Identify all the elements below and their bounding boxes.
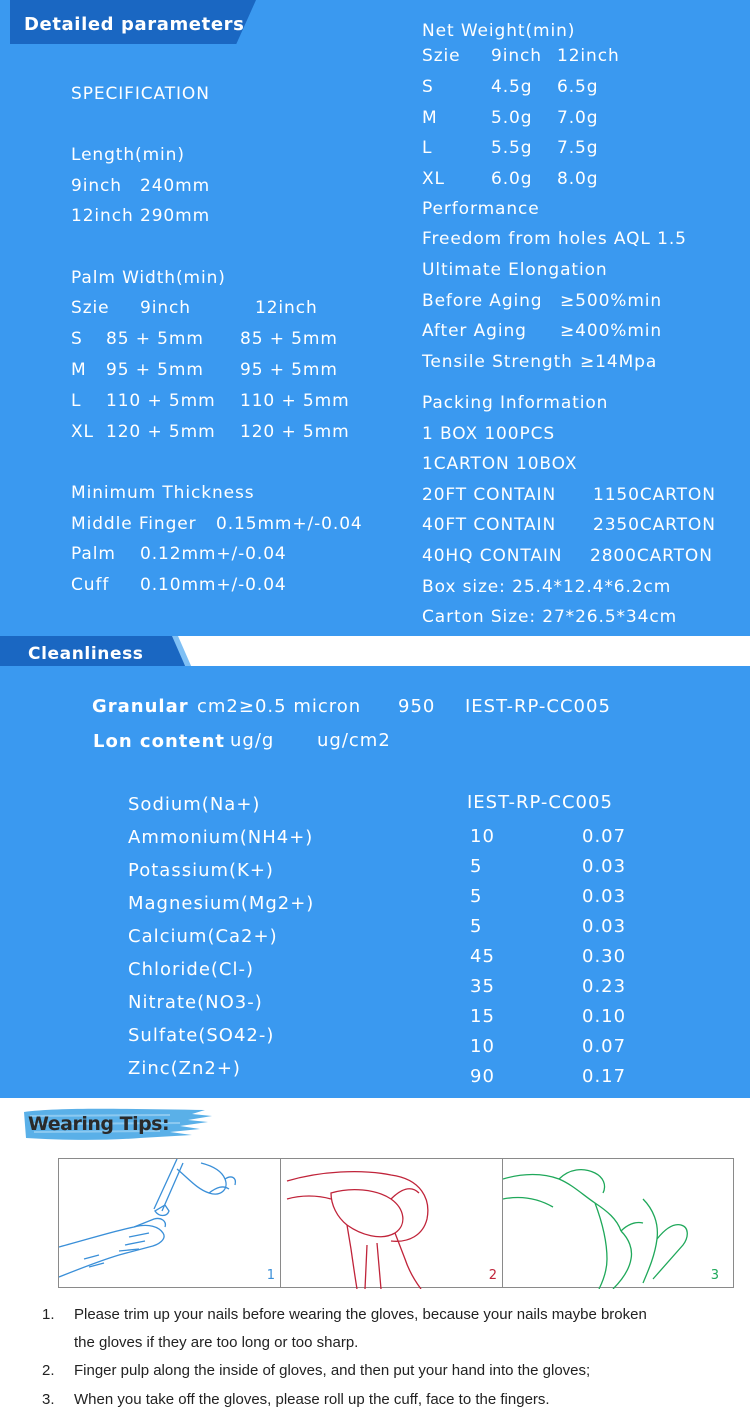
ultimate-elongation: Ultimate Elongation — [422, 260, 608, 280]
palm-width-value: 110 + 5mm — [106, 391, 216, 411]
net-weight-value: 6.5g — [557, 77, 599, 97]
ion-unit: ug/cm2 — [317, 730, 391, 751]
net-weight-size: L — [422, 138, 433, 158]
ion-name: Calcium(Ca2+) — [128, 926, 278, 947]
tip-illustration-trim-nails — [58, 1158, 290, 1288]
palm-width-value: 95 + 5mm — [106, 360, 204, 380]
ion-unit: ug/g — [230, 730, 275, 751]
thickness-part: Cuff — [71, 575, 110, 595]
ion-name: Sulfate(SO42-) — [128, 1025, 275, 1046]
cleanliness-section — [0, 666, 750, 1098]
ion-value-ugg: 35 — [470, 976, 495, 997]
detailed-parameters-section — [0, 0, 750, 636]
packing-label: Packing Information — [422, 393, 609, 413]
ion-content-label: Lon content — [93, 731, 225, 752]
wearing-tips-title: Wearing Tips: — [28, 1113, 170, 1135]
net-weight-size: S — [422, 77, 434, 97]
freedom-from-holes: Freedom from holes AQL 1.5 — [422, 229, 687, 249]
net-weight-value: 8.0g — [557, 169, 599, 189]
palm-width-value: 85 + 5mm — [240, 329, 338, 349]
ion-value-ugcm2: 0.23 — [582, 976, 627, 997]
tip-text: When you take off the gloves, please roll up the cuff, face to the fingers. — [74, 1391, 550, 1408]
ion-value-ugg: 5 — [470, 916, 483, 937]
ion-name: Magnesium(Mg2+) — [128, 893, 315, 914]
palm-width-header: 9inch — [140, 298, 191, 318]
thickness-part: Palm — [71, 544, 116, 564]
carton-size: Carton Size: 27*26.5*34cm — [422, 607, 678, 627]
before-aging-value: ≥500%min — [560, 291, 663, 311]
ion-value-ugcm2: 0.10 — [582, 1006, 627, 1027]
container-value: 1150CARTON — [593, 485, 716, 505]
nail-clipper-icon — [59, 1159, 291, 1289]
ion-value-ugg: 10 — [470, 1036, 495, 1057]
tensile-strength-value: ≥14Mpa — [580, 352, 658, 372]
panel-number: 2 — [488, 1268, 497, 1283]
ion-value-ugg: 45 — [470, 946, 495, 967]
palm-width-value: 120 + 5mm — [106, 422, 216, 442]
ion-value-ugcm2: 0.03 — [582, 886, 627, 907]
palm-width-size: M — [71, 360, 87, 380]
ion-name: Potassium(K+) — [128, 860, 274, 881]
performance-label: Performance — [422, 199, 540, 219]
thickness-value: 0.15mm+/-0.04 — [216, 514, 363, 534]
tip-number: 2. — [42, 1362, 55, 1379]
container-type: 20FT CONTAIN — [422, 485, 557, 505]
net-weight-value: 7.0g — [557, 108, 599, 128]
length-label: Length(min) — [71, 145, 185, 165]
net-weight-value: 5.5g — [491, 138, 533, 158]
ion-name: Nitrate(NO3-) — [128, 992, 263, 1013]
ion-value-ugcm2: 0.07 — [582, 826, 627, 847]
thickness-part: Middle Finger — [71, 514, 197, 534]
ion-value-ugg: 15 — [470, 1006, 495, 1027]
ion-value-ugcm2: 0.03 — [582, 856, 627, 877]
after-aging-value: ≥400%min — [560, 321, 663, 341]
palm-width-value: 95 + 5mm — [240, 360, 338, 380]
length-value: 240mm — [140, 176, 211, 196]
ion-value-ugcm2: 0.17 — [582, 1066, 627, 1087]
panel-number: 1 — [266, 1268, 275, 1283]
net-weight-header: Szie — [422, 46, 461, 66]
ion-standard: IEST-RP-CC005 — [467, 792, 613, 813]
tip-text-continued: the gloves if they are too long or too sharp. — [74, 1334, 359, 1351]
ion-value-ugg: 10 — [470, 826, 495, 847]
tip-illustration-insert-hand — [280, 1158, 512, 1288]
ion-name: Sodium(Na+) — [128, 794, 261, 815]
net-weight-value: 5.0g — [491, 108, 533, 128]
ion-value-ugg: 90 — [470, 1066, 495, 1087]
thickness-label: Minimum Thickness — [71, 483, 255, 503]
section-title: Detailed parameters — [24, 14, 245, 35]
container-type: 40HQ CONTAIN — [422, 546, 563, 566]
length-size: 9inch — [71, 176, 122, 196]
container-value: 2800CARTON — [590, 546, 713, 566]
net-weight-size: XL — [422, 169, 445, 189]
palm-width-size: S — [71, 329, 83, 349]
granular-value: 950 — [398, 696, 436, 717]
palm-width-value: 85 + 5mm — [106, 329, 204, 349]
roll-cuff-hand-icon — [503, 1159, 735, 1289]
ion-value-ugg: 5 — [470, 886, 483, 907]
palm-width-label: Palm Width(min) — [71, 268, 226, 288]
ion-value-ugcm2: 0.07 — [582, 1036, 627, 1057]
palm-width-size: L — [71, 391, 82, 411]
palm-width-value: 110 + 5mm — [240, 391, 350, 411]
before-aging-label: Before Aging — [422, 291, 543, 311]
net-weight-label: Net Weight(min) — [422, 21, 576, 41]
tip-number: 3. — [42, 1391, 55, 1408]
specification-heading: SPECIFICATION — [71, 84, 210, 104]
length-size: 12inch — [71, 206, 134, 226]
section-title: Cleanliness — [28, 644, 144, 664]
net-weight-value: 4.5g — [491, 77, 533, 97]
packing-box: 1 BOX 100PCS — [422, 424, 556, 444]
net-weight-size: M — [422, 108, 438, 128]
palm-width-size: XL — [71, 422, 94, 442]
length-value: 290mm — [140, 206, 211, 226]
net-weight-value: 7.5g — [557, 138, 599, 158]
thickness-value: 0.12mm+/-0.04 — [140, 544, 287, 564]
granular-label: Granular — [92, 696, 189, 717]
tip-text: Please trim up your nails before wearing the gloves, because your nails maybe broken — [74, 1306, 647, 1323]
granular-standard: IEST-RP-CC005 — [465, 696, 611, 717]
container-value: 2350CARTON — [593, 515, 716, 535]
box-size: Box size: 25.4*12.4*6.2cm — [422, 577, 672, 597]
net-weight-value: 6.0g — [491, 169, 533, 189]
ion-name: Chloride(Cl-) — [128, 959, 255, 980]
packing-carton: 1CARTON 10BOX — [422, 454, 578, 474]
tensile-strength-label: Tensile Strength — [422, 352, 573, 372]
container-type: 40FT CONTAIN — [422, 515, 557, 535]
net-weight-header: 9inch — [491, 46, 542, 66]
glove-hand-icon — [281, 1159, 513, 1289]
ion-value-ugcm2: 0.03 — [582, 916, 627, 937]
ion-value-ugcm2: 0.30 — [582, 946, 627, 967]
palm-width-value: 120 + 5mm — [240, 422, 350, 442]
after-aging-label: After Aging — [422, 321, 527, 341]
palm-width-header: 12inch — [255, 298, 318, 318]
ion-name: Zinc(Zn2+) — [128, 1058, 241, 1079]
ion-name: Ammonium(NH4+) — [128, 827, 314, 848]
palm-width-header: Szie — [71, 298, 110, 318]
net-weight-header: 12inch — [557, 46, 620, 66]
ion-value-ugg: 5 — [470, 856, 483, 877]
tip-text: Finger pulp along the inside of gloves, and then put your hand into the gloves; — [74, 1362, 591, 1379]
tip-illustration-roll-cuff — [502, 1158, 734, 1288]
tip-number: 1. — [42, 1306, 55, 1323]
granular-unit: cm2≥0.5 micron — [197, 696, 362, 717]
panel-number: 3 — [710, 1268, 719, 1283]
thickness-value: 0.10mm+/-0.04 — [140, 575, 287, 595]
